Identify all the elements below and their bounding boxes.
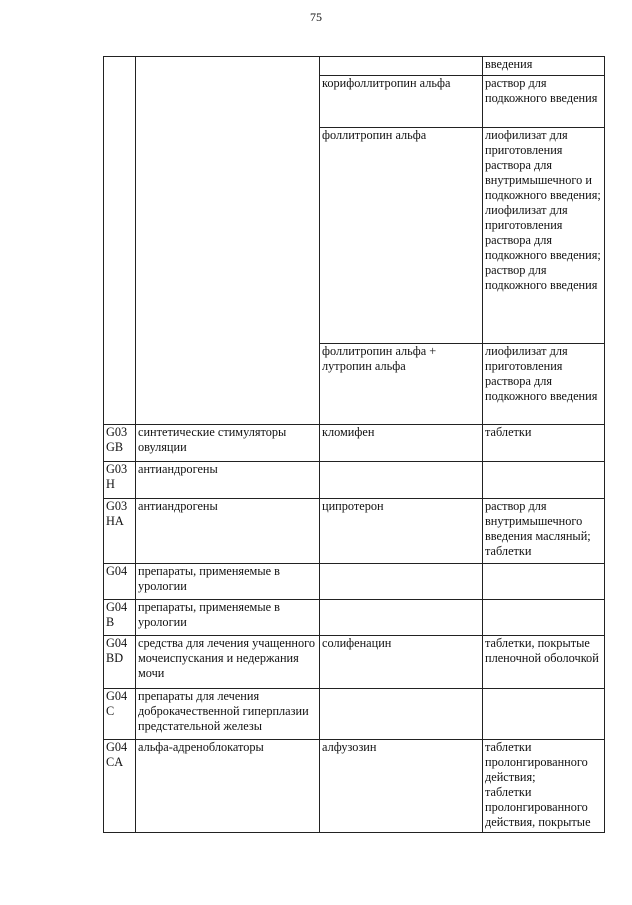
code-cell: G04 CA bbox=[104, 740, 136, 833]
form-cell bbox=[483, 689, 605, 740]
form-cell: лиофилизат для приготовления раствора для внутримышечного и подкожного введения; лиофилизат для приготовления раствора для подкожного введения; раствор для подкожного введения bbox=[483, 128, 605, 344]
drug-cell: алфузозин bbox=[320, 740, 483, 833]
code-cell: G04 B bbox=[104, 600, 136, 636]
code-cell: G04 C bbox=[104, 689, 136, 740]
drug-cell bbox=[320, 564, 483, 600]
form-cell bbox=[483, 564, 605, 600]
page-number: 75 bbox=[310, 10, 322, 24]
form-cell: таблетки, покрытые пленочной оболочкой bbox=[483, 636, 605, 689]
drug-cell: фоллитропин альфа bbox=[320, 128, 483, 344]
group-cell: препараты для лечения доброкачественной гиперплазии предстательной железы bbox=[136, 689, 320, 740]
drug-cell: кломифен bbox=[320, 425, 483, 462]
form-cell: введения bbox=[483, 57, 605, 76]
code-cell bbox=[104, 57, 136, 425]
drug-cell: корифоллитропин альфа bbox=[320, 76, 483, 128]
form-cell: раствор для внутримышечного введения масляный; таблетки bbox=[483, 499, 605, 564]
drug-cell bbox=[320, 462, 483, 499]
table-row bbox=[104, 689, 605, 740]
form-cell: раствор для подкожного введения bbox=[483, 76, 605, 128]
group-cell: препараты, применяемые в урологии bbox=[136, 600, 320, 636]
table-row bbox=[104, 564, 605, 600]
drug-cell: ципротерон bbox=[320, 499, 483, 564]
group-cell: препараты, применяемые в урологии bbox=[136, 564, 320, 600]
table-row bbox=[104, 636, 605, 689]
group-cell bbox=[136, 57, 320, 425]
code-cell: G03 GB bbox=[104, 425, 136, 462]
group-cell: синтетические стимуляторы овуляции bbox=[136, 425, 320, 462]
form-cell bbox=[483, 600, 605, 636]
drug-cell: фоллитропин альфа + лутропин альфа bbox=[320, 344, 483, 425]
table-row bbox=[104, 425, 605, 462]
group-cell: антиандрогены bbox=[136, 499, 320, 564]
drug-cell bbox=[320, 600, 483, 636]
group-cell: альфа-адреноблокаторы bbox=[136, 740, 320, 833]
group-cell: средства для лечения учащенного мочеиспускания и недержания мочи bbox=[136, 636, 320, 689]
code-cell: G04 bbox=[104, 564, 136, 600]
code-cell: G03 HA bbox=[104, 499, 136, 564]
drug-cell bbox=[320, 57, 483, 76]
form-cell: лиофилизат для приготовления раствора для подкожного введения bbox=[483, 344, 605, 425]
table-row bbox=[104, 57, 605, 76]
form-cell: таблетки пролонгированного действия; таблетки пролонгированного действия, покрытые bbox=[483, 740, 605, 833]
table-row bbox=[104, 740, 605, 833]
drug-table bbox=[103, 56, 605, 833]
form-cell: таблетки bbox=[483, 425, 605, 462]
table-row bbox=[104, 499, 605, 564]
form-cell bbox=[483, 462, 605, 499]
table-row bbox=[104, 600, 605, 636]
code-cell: G03 H bbox=[104, 462, 136, 499]
table-row bbox=[104, 462, 605, 499]
code-cell: G04 BD bbox=[104, 636, 136, 689]
group-cell: антиандрогены bbox=[136, 462, 320, 499]
drug-cell: солифенацин bbox=[320, 636, 483, 689]
drug-cell bbox=[320, 689, 483, 740]
